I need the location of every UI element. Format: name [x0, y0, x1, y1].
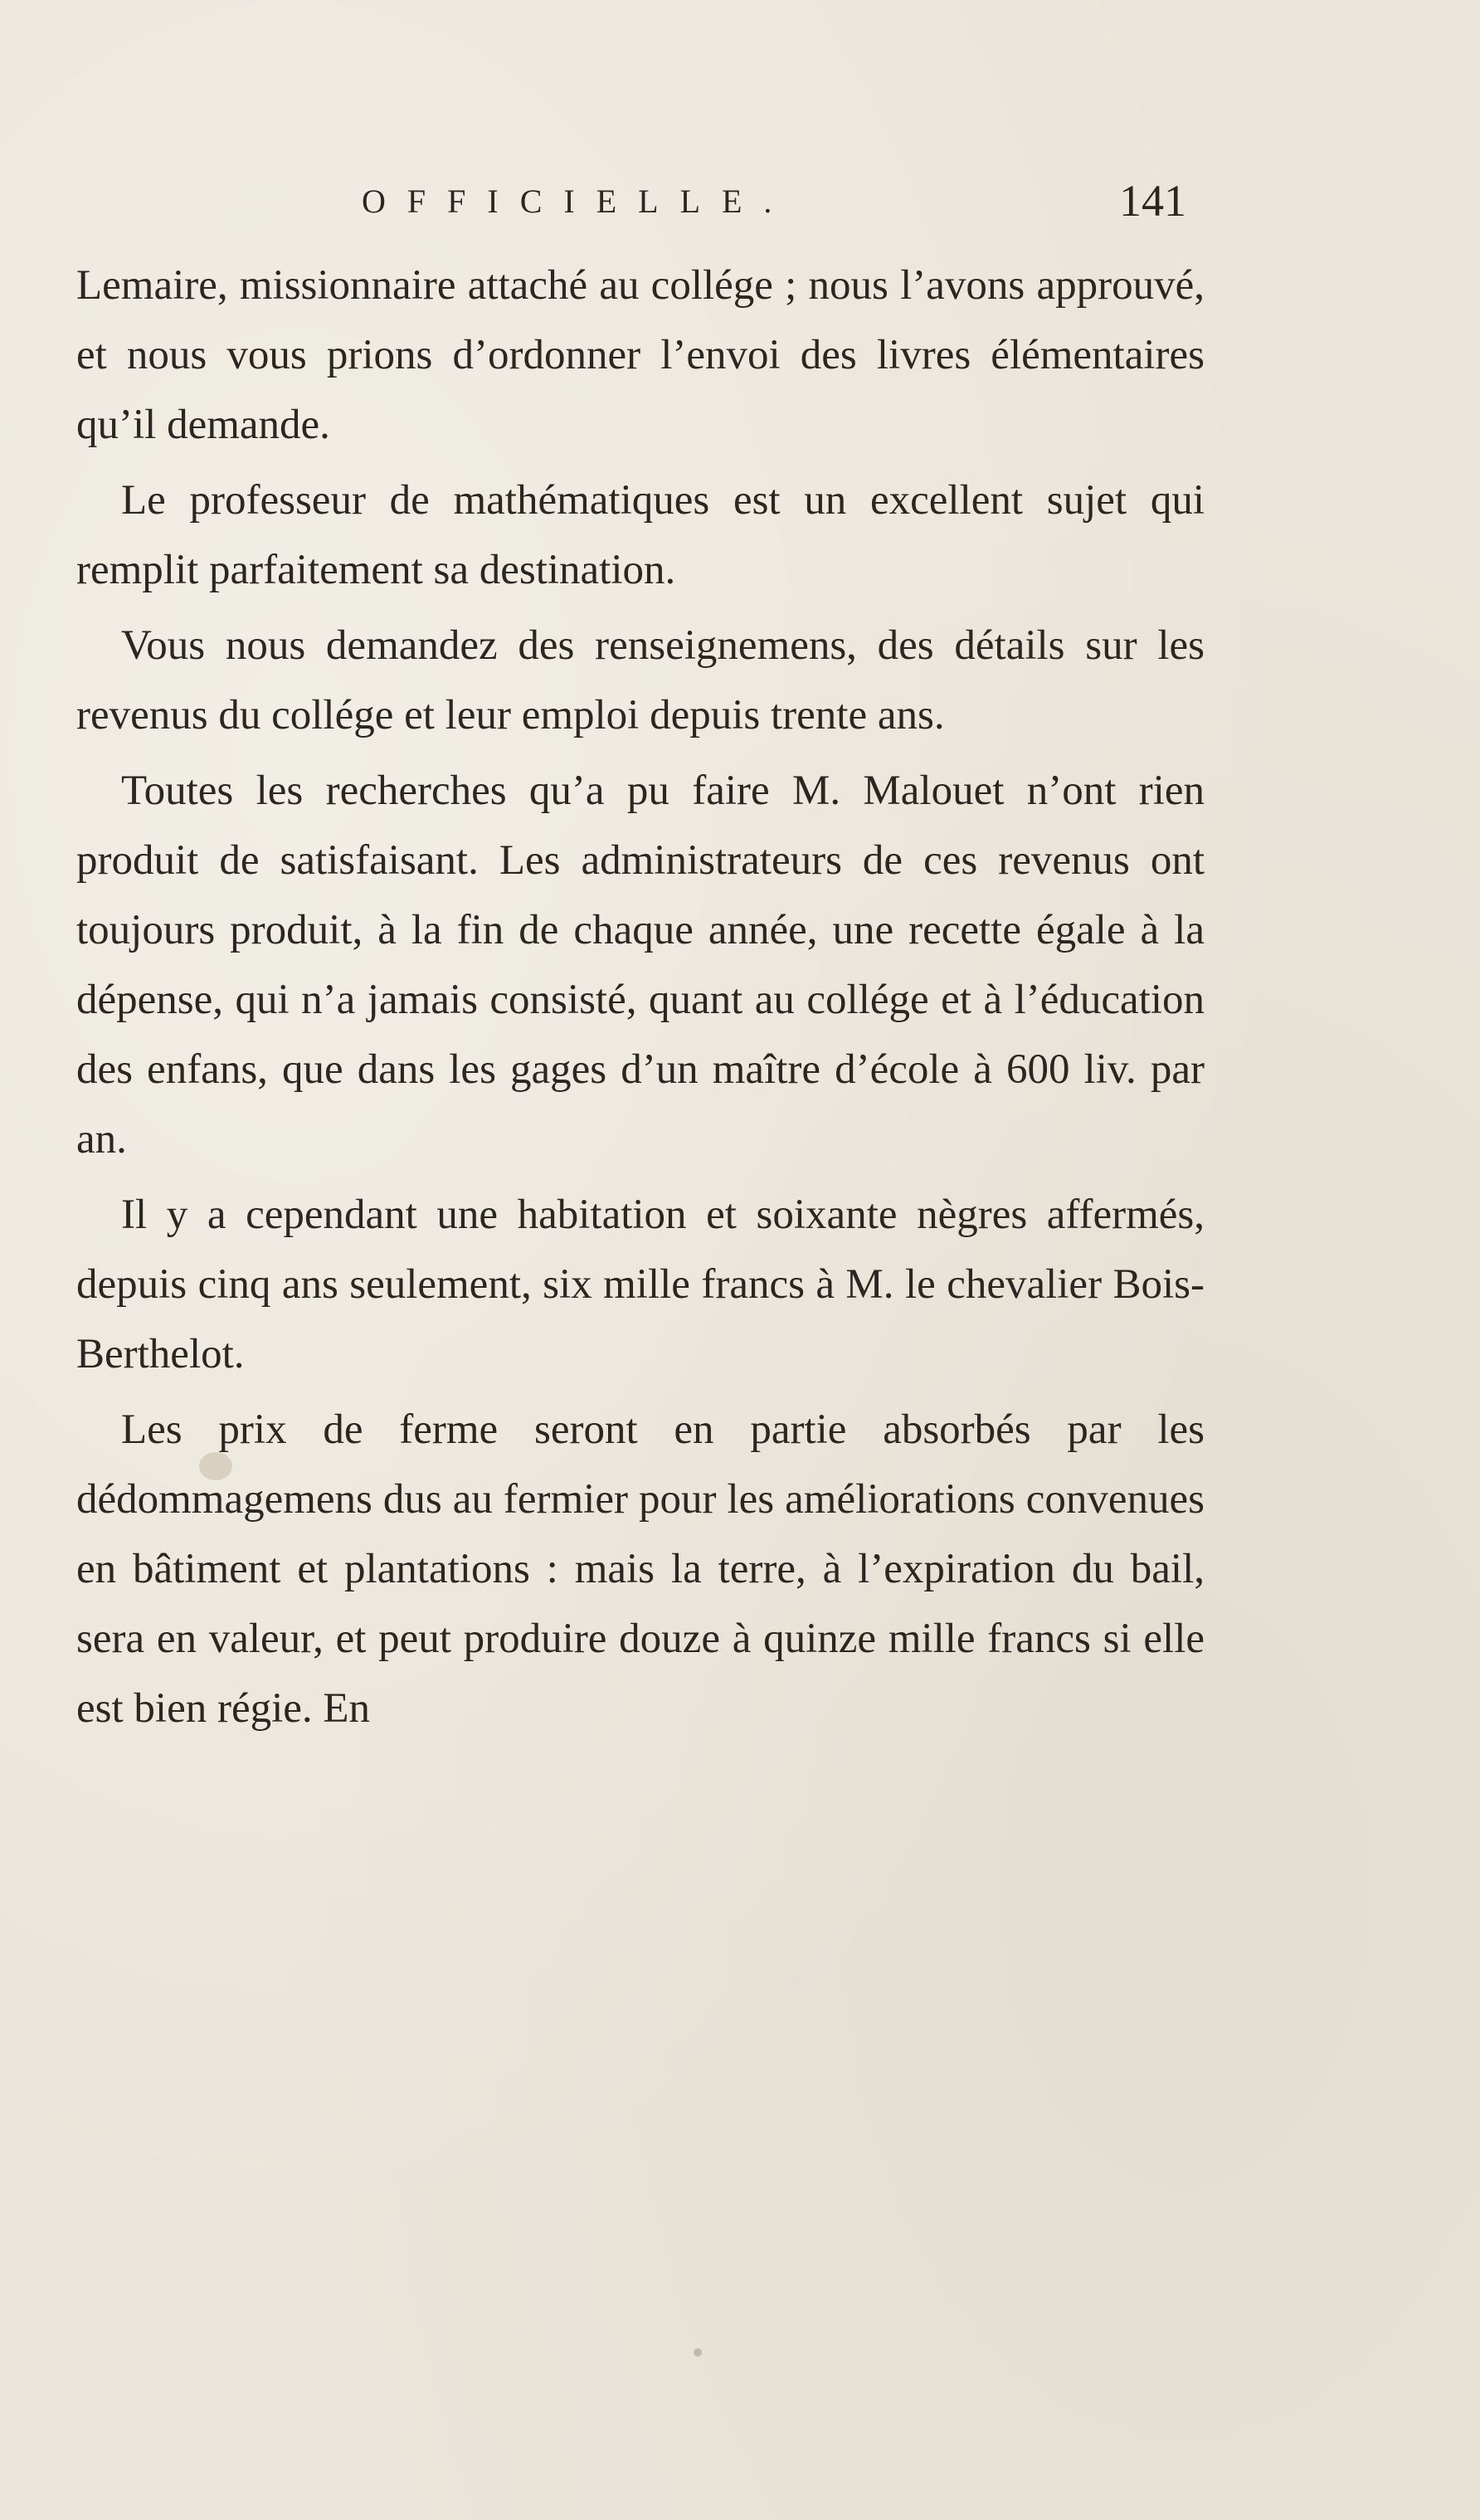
page-number: 141 — [1119, 176, 1186, 226]
paragraph: Le professeur de mathématiques est un excellent sujet qui remplit parfaitement sa destination. — [76, 477, 1205, 593]
running-title: OFFICIELLE. — [362, 183, 794, 220]
body-text — [76, 251, 1205, 1749]
paragraph: Vous nous demandez des renseignemens, des détails sur les revenus du collége et leur emploi depuis trente ans. — [76, 622, 1205, 738]
paragraph: Les prix de ferme seront en partie absorbés par les dédommagemens dus au fermier pour les améliorations convenues en bâtiment et plantations : mais la terre, à l’expiration du bail, sera en valeur, et peut produire douze à quinze mille francs si elle est bien régie. En — [76, 1406, 1205, 1732]
paragraph: Il y a cependant une habitation et soixante nègres affermés, depuis cinq ans seulement, six mille francs à M. le chevalier Bois-Berthelot. — [76, 1192, 1205, 1377]
paragraph: Toutes les recherches qu’a pu faire M. Malouet n’ont rien produit de satisfaisant. Les administrateurs de ces revenus ont toujours produit, à la fin de chaque année, une recette égale à la dépense, qui n’a jamais consisté, quant au collége et à l’éducation des enfans, que dans les gages d’un maître d’école à 600 liv. par an. — [76, 768, 1205, 1163]
paper-stain — [694, 2348, 702, 2357]
paragraph: Lemaire, missionnaire attaché au collége ; nous l’avons approuvé, et nous vous prions d’ordonner l’envoi des livres élémentaires qu’il demande. — [76, 262, 1205, 448]
running-head — [362, 173, 1208, 231]
